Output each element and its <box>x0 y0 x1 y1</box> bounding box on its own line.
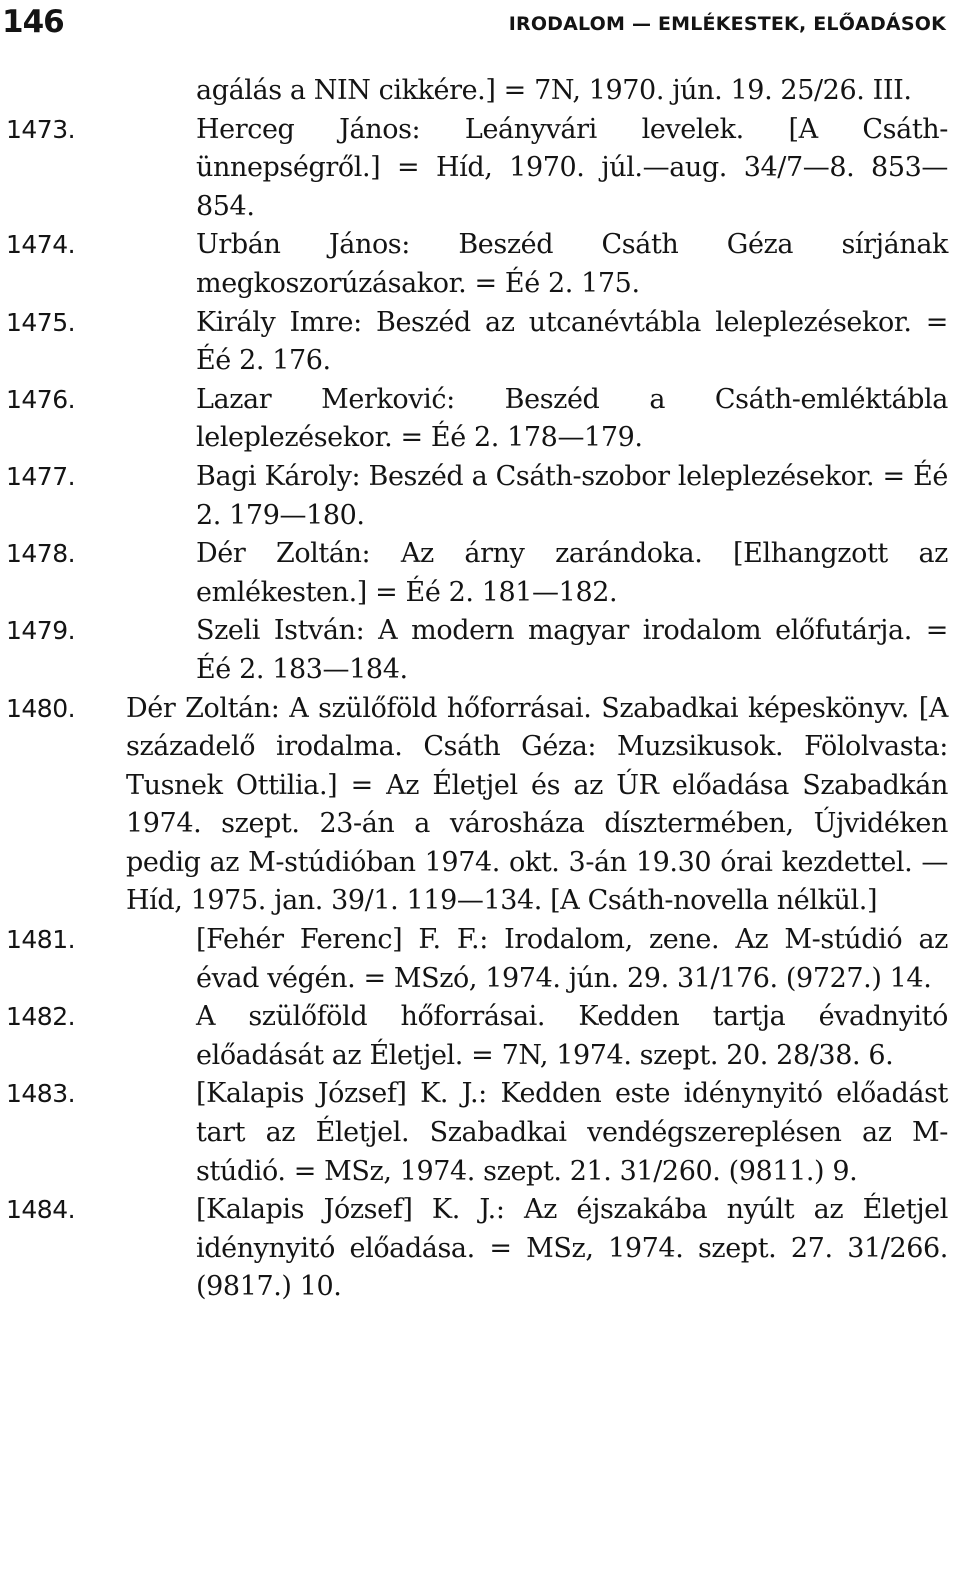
entry-text: Herceg János: Leányvári levelek. [A Csáth-ünnepségről.] = Híd, 1970. júl.—aug. 34/7—8. 853—854. <box>196 113 948 222</box>
entry-continuation <box>0 72 960 111</box>
entry-1473 <box>0 111 960 227</box>
entry-1482 <box>0 998 960 1075</box>
entry-number: 1482. <box>6 1002 76 1032</box>
entry-number: 1476. <box>6 384 76 414</box>
entry-text: Király Imre: Beszéd az utcanévtábla leleplezésekor. = Éé 2. 176. <box>196 306 948 377</box>
entry-text: Dér Zoltán: Az árny zarándoka. [Elhangzott az emlékesten.] = Éé 2. 181—182. <box>196 538 948 608</box>
entry-text: [Kalapis József] K. J.: Az éjszakába nyúlt az Életjel idénynyitó előadása. = MSz, 1974. szept. 27. 31/266. (9817.) 10. <box>196 1194 948 1303</box>
page-number: 146 <box>2 4 64 40</box>
entry-text: Urbán János: Beszéd Csáth Géza sírjának megkoszorúzásakor. = Éé 2. 175. <box>196 229 948 299</box>
entry-1474 <box>0 226 960 303</box>
entry-number: 1481. <box>6 925 76 955</box>
entry-text: Lazar Merković: Beszéd a Csáth-emléktábla leleplezésekor. = Éé 2. 178—179. <box>196 383 948 454</box>
entry-1479 <box>0 612 960 689</box>
entry-number: 1480. <box>6 693 76 723</box>
entry-text: [Fehér Ferenc] F. F.: Irodalom, zene. Az M-stúdió az évad végén. = MSzó, 1974. jún. 29. 31/176. (9727.) 14. <box>196 924 948 994</box>
entry-text: agálás a NIN cikkére.] = 7N, 1970. jún. 19. 25/26. III. <box>196 75 912 106</box>
entry-1475 <box>0 304 960 381</box>
entry-1481 <box>0 921 960 998</box>
entry-text: A szülőföld hőforrásai. Kedden tartja évadnyitó előadását az Életjel. = 7N, 1974. szept. 20. 28/38. 6. <box>196 1001 948 1071</box>
entry-1476 <box>0 381 960 458</box>
page-header <box>0 2 960 42</box>
entry-text: Bagi Károly: Beszéd a Csáth-szobor leleplezésekor. = Éé 2. 179—180. <box>196 460 948 531</box>
entry-text: Szeli István: A modern magyar irodalom előfutárja. = Éé 2. 183—184. <box>196 615 948 685</box>
entry-1478 <box>0 535 960 612</box>
entry-text: Dér Zoltán: A szülőföld hőforrásai. Szabadkai képeskönyv. [A századelő irodalma. Csáth Géza: Muzsikusok. Fölolvasta: Tusnek Ottilia.] = Az Életjel és az ÚR előadása Szabadkán 1974. szept. 23-án a városháza dísztermében, Újvidéken pedig az M-stúdióban 1974. okt. 3-án 19.30 órai kezdettel. — Híd, 1975. jan. 39/1. 119—134. [A Csáth-novella nélkül.] <box>126 692 948 917</box>
entry-1477 <box>0 458 960 535</box>
entry-number: 1475. <box>6 307 76 337</box>
entry-number: 1473. <box>6 114 76 144</box>
entry-1484 <box>0 1191 960 1307</box>
entry-1483 <box>0 1075 960 1191</box>
entry-number: 1474. <box>6 230 76 260</box>
entry-number: 1483. <box>6 1079 76 1109</box>
running-head: IRODALOM — EMLÉKESTEK, ELŐADÁSOK <box>508 13 946 35</box>
entry-number: 1477. <box>6 461 76 491</box>
entry-number: 1479. <box>6 616 76 646</box>
entry-list <box>0 72 960 1307</box>
entry-text: [Kalapis József] K. J.: Kedden este idénynyitó előadást tart az Életjel. Szabadkai vendégszereplésen az M-stúdió. = MSz, 1974. szept. 21. 31/260. (9811.) 9. <box>196 1078 948 1187</box>
entry-number: 1484. <box>6 1195 76 1225</box>
entry-number: 1478. <box>6 539 76 569</box>
entry-1480 <box>0 690 960 922</box>
